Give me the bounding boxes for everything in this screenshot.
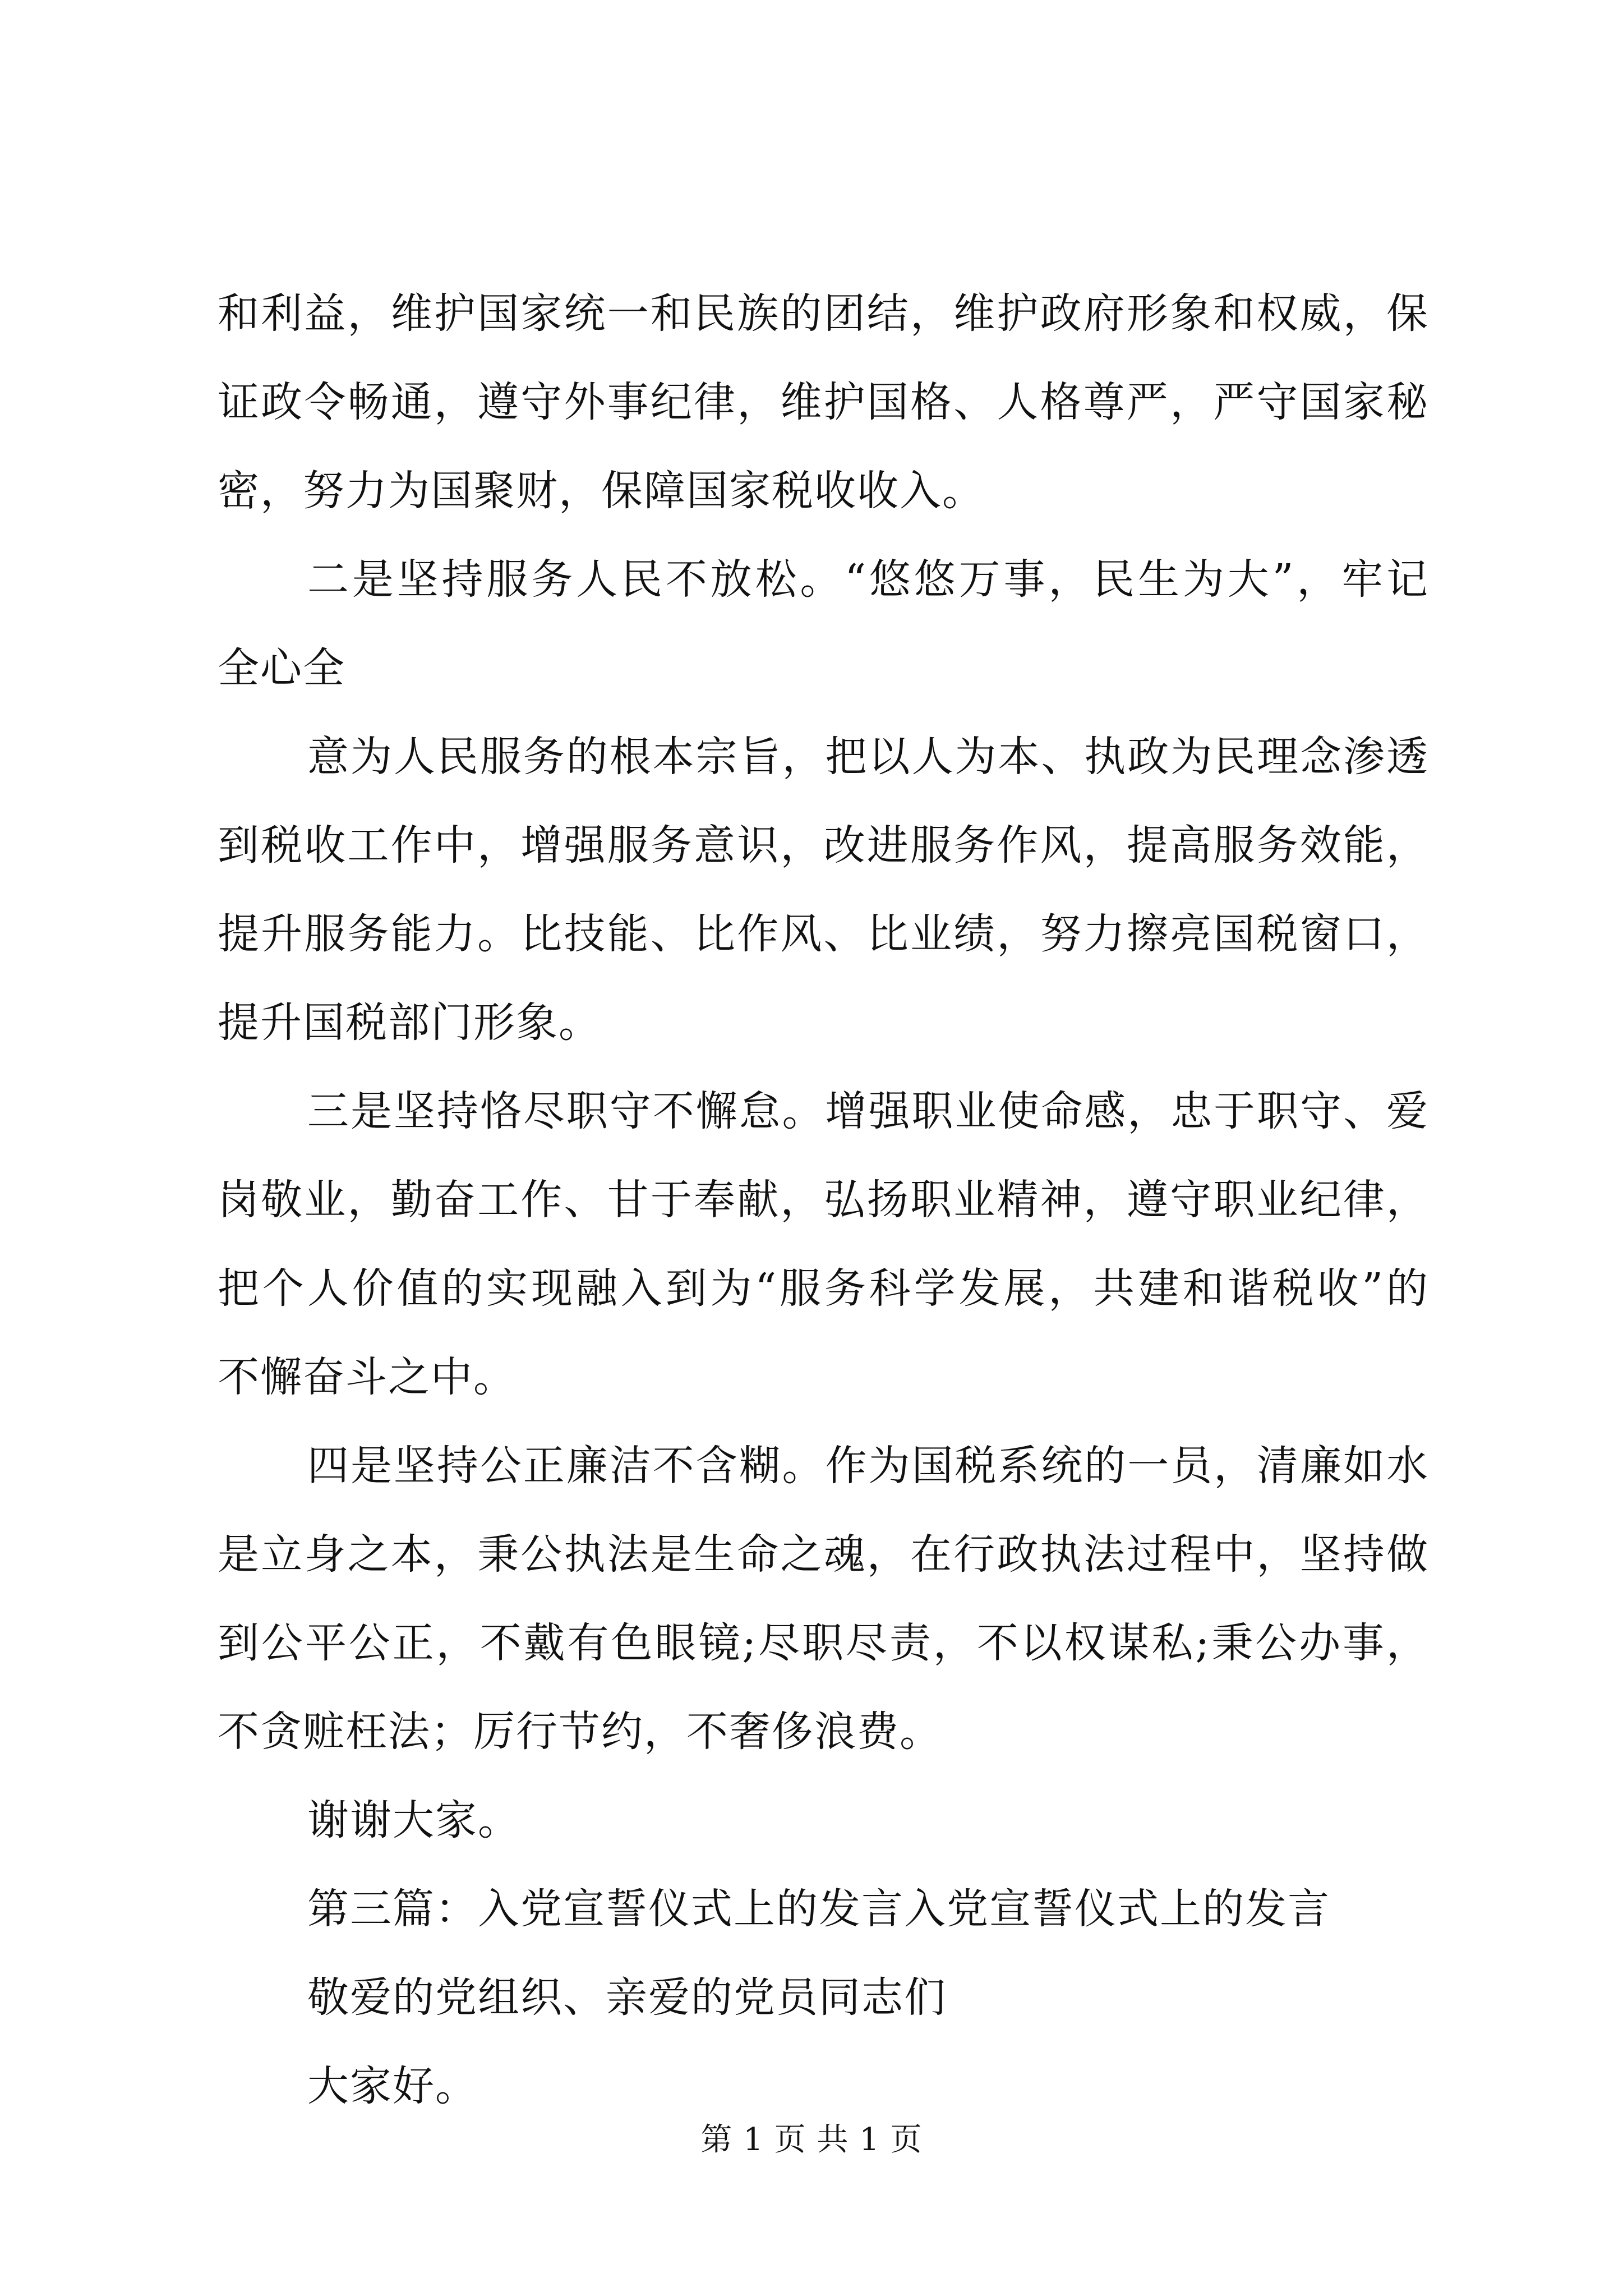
paragraph-line: 谢谢大家。 [307,1796,520,1844]
paragraph-line: 三是坚持恪尽职守不懈怠。增强职业使命感，忠于职守、爱 [307,1087,1429,1135]
paragraph-line: 岗敬业，勤奋工作、甘于奉献，弘扬职业精神，遵守职业纪律， [218,1176,1429,1224]
document-body [218,269,1429,2131]
paragraph-line: 四是坚持公正廉洁不含糊。作为国税系统的一员，清廉如水 [307,1442,1429,1490]
paragraph-line: 证政令畅通，遵守外事纪律，维护国格、人格尊严，严守国家秘 [218,378,1429,426]
paragraph-line: 不贪赃枉法；厉行节约，不奢侈浪费。 [218,1708,942,1756]
paragraph-line: 不懈奋斗之中。 [218,1353,516,1401]
paragraph-line: 到公平公正，不戴有色眼镜;尽职尽责，不以权谋私;秉公办事， [218,1619,1429,1667]
section-heading: 第三篇：入党宣誓仪式上的发言入党宣誓仪式上的发言 [307,1885,1330,1933]
paragraph-line: 是立身之本，秉公执法是生命之魂，在行政执法过程中，坚持做 [218,1530,1429,1579]
paragraph-line: 把个人价值的实现融入到为“服务科学发展，共建和谐税收”的 [218,1264,1429,1313]
paragraph-line: 提升国税部门形象。 [218,999,601,1047]
page-number-footer: 第 1 页 共 1 页 [700,2122,923,2158]
greeting-line: 大家好。 [307,2062,478,2110]
paragraph-line: 密，努力为国聚财，保障国家税收收入。 [218,467,985,515]
paragraph-line: 到税收工作中，增强服务意识，改进服务作风，提高服务效能， [218,821,1429,869]
paragraph-line: 全心全 [218,644,345,692]
paragraph-line: 二是坚持服务人民不放松。“悠悠万事，民生为大”，牢记 [307,555,1429,604]
paragraph-line: 和利益，维护国家统一和民族的团结，维护政府形象和权威，保 [218,289,1429,338]
paragraph-line: 提升服务能力。比技能、比作风、比业绩，努力擦亮国税窗口， [218,910,1429,958]
salutation-line: 敬爱的党组织、亲爱的党员同志们 [307,1973,947,2022]
paragraph-line: 意为人民服务的根本宗旨，把以人为本、执政为民理念渗透 [307,733,1429,781]
